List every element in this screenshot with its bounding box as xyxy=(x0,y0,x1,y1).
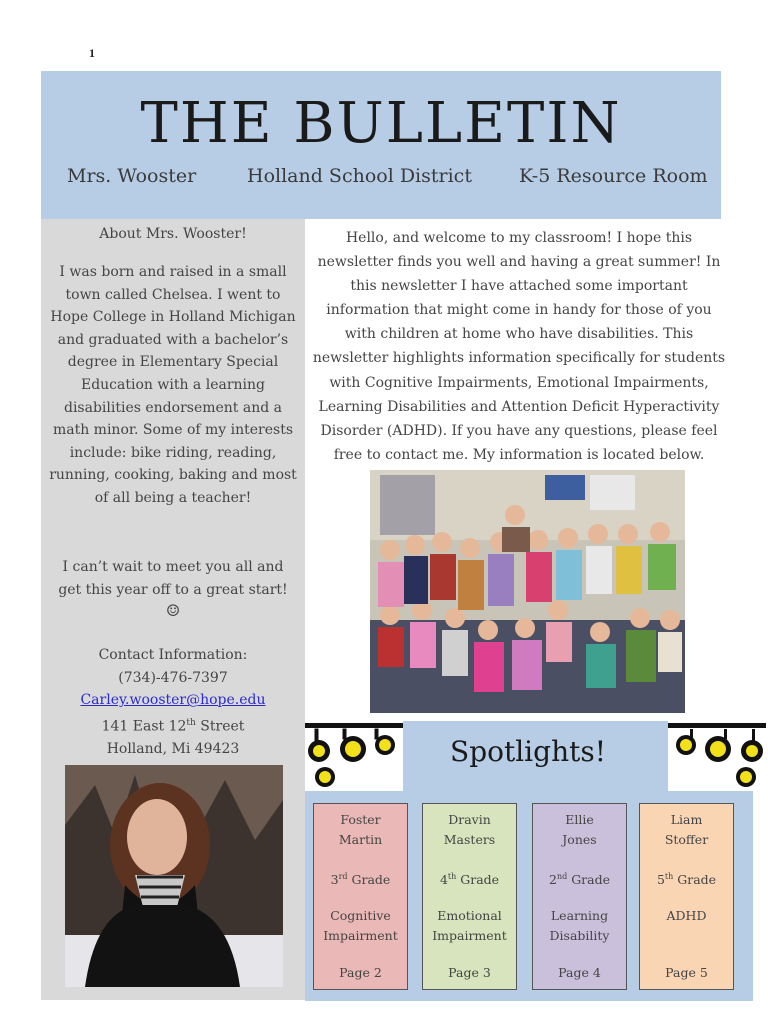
district-name: Holland School District xyxy=(247,165,472,187)
contact-heading: Contact Information: xyxy=(98,647,248,663)
page-reference: Page 3 xyxy=(448,965,491,980)
student-category: ADHD xyxy=(666,908,707,923)
student-first-name: Dravin xyxy=(448,812,491,827)
student-first-name: Liam xyxy=(670,812,703,827)
spotlight-card-liam xyxy=(639,803,734,990)
newsletter-title: THE BULLETIN xyxy=(140,91,622,156)
spotlight-card-foster xyxy=(313,803,408,990)
teacher-name: Mrs. Wooster xyxy=(67,165,197,187)
student-first-name: Ellie xyxy=(565,812,594,827)
student-grade: 4th Grade xyxy=(439,872,500,888)
student-category: Cognitive Impairment xyxy=(323,908,398,943)
page-reference: Page 4 xyxy=(558,965,601,980)
student-last-name: Stoffer xyxy=(664,832,709,847)
about-bio: I was born and raised in a small town called Chelsea. I went to Hope College in Holland Michigan and graduated with a bachelor’s degree in Elementary Special Education with a learning disabilities endorsement and a math minor. Some of my interests include: bike riding, reading, running, cooking, baking and most of all being a teacher! xyxy=(49,264,297,506)
spotlights-title-box xyxy=(404,721,652,787)
student-category: Emotional Impairment xyxy=(432,908,507,943)
spotlight-card-dravin xyxy=(422,803,517,990)
about-heading: About Mrs. Wooster! xyxy=(99,226,247,242)
about-sidebar xyxy=(41,219,305,1000)
contact-city: Holland, Mi 49423 xyxy=(106,741,240,758)
page-number: 1 xyxy=(89,46,95,60)
contact-phone: (734)-476-7397 xyxy=(118,669,228,686)
student-category: Learning Disability xyxy=(549,908,610,943)
spotlights-section xyxy=(305,721,753,1001)
class-group-photo xyxy=(370,470,685,713)
spotlight-card-ellie xyxy=(532,803,627,990)
page-reference: Page 2 xyxy=(339,965,382,980)
room-name: K-5 Resource Room xyxy=(519,165,708,187)
student-first-name: Foster xyxy=(340,812,381,827)
masthead xyxy=(41,71,721,219)
contact-street: 141 East 12th Street xyxy=(101,717,245,735)
contact-info xyxy=(49,644,297,761)
teacher-portrait-photo xyxy=(65,765,283,987)
stage-lights-left-icon xyxy=(305,721,403,791)
student-grade: 2nd Grade xyxy=(548,872,611,888)
spotlights-title: Spotlights! xyxy=(450,735,606,768)
student-last-name: Jones xyxy=(562,832,597,847)
student-grade: 5th Grade xyxy=(656,872,717,888)
student-grade: 3rd Grade xyxy=(330,872,391,888)
student-last-name: Masters xyxy=(443,832,496,847)
contact-email-link[interactable]: Carley.wooster@hope.edu xyxy=(80,692,266,709)
page-reference: Page 5 xyxy=(665,965,708,980)
closing-note: I can’t wait to meet you all and get this year off to a great start! xyxy=(58,559,288,598)
student-last-name: Martin xyxy=(338,832,383,847)
welcome-message: Hello, and welcome to my classroom! I hope this newsletter finds you well and having a great summer! In this newsletter I have attached some important information that might come in handy for those of you with children at home who have disabilities. This newsletter highlights information specifically for students with Cognitive Impairments, Emotional Impairments, Learning Disabilities and Attention Deficit Hyperactivity Disorder (ADHD). If you have any questions, please feel free to contact me. My information is located below. xyxy=(312,230,726,463)
stage-lights-right-icon xyxy=(668,721,766,791)
smiley-icon: ☺ xyxy=(165,601,181,620)
